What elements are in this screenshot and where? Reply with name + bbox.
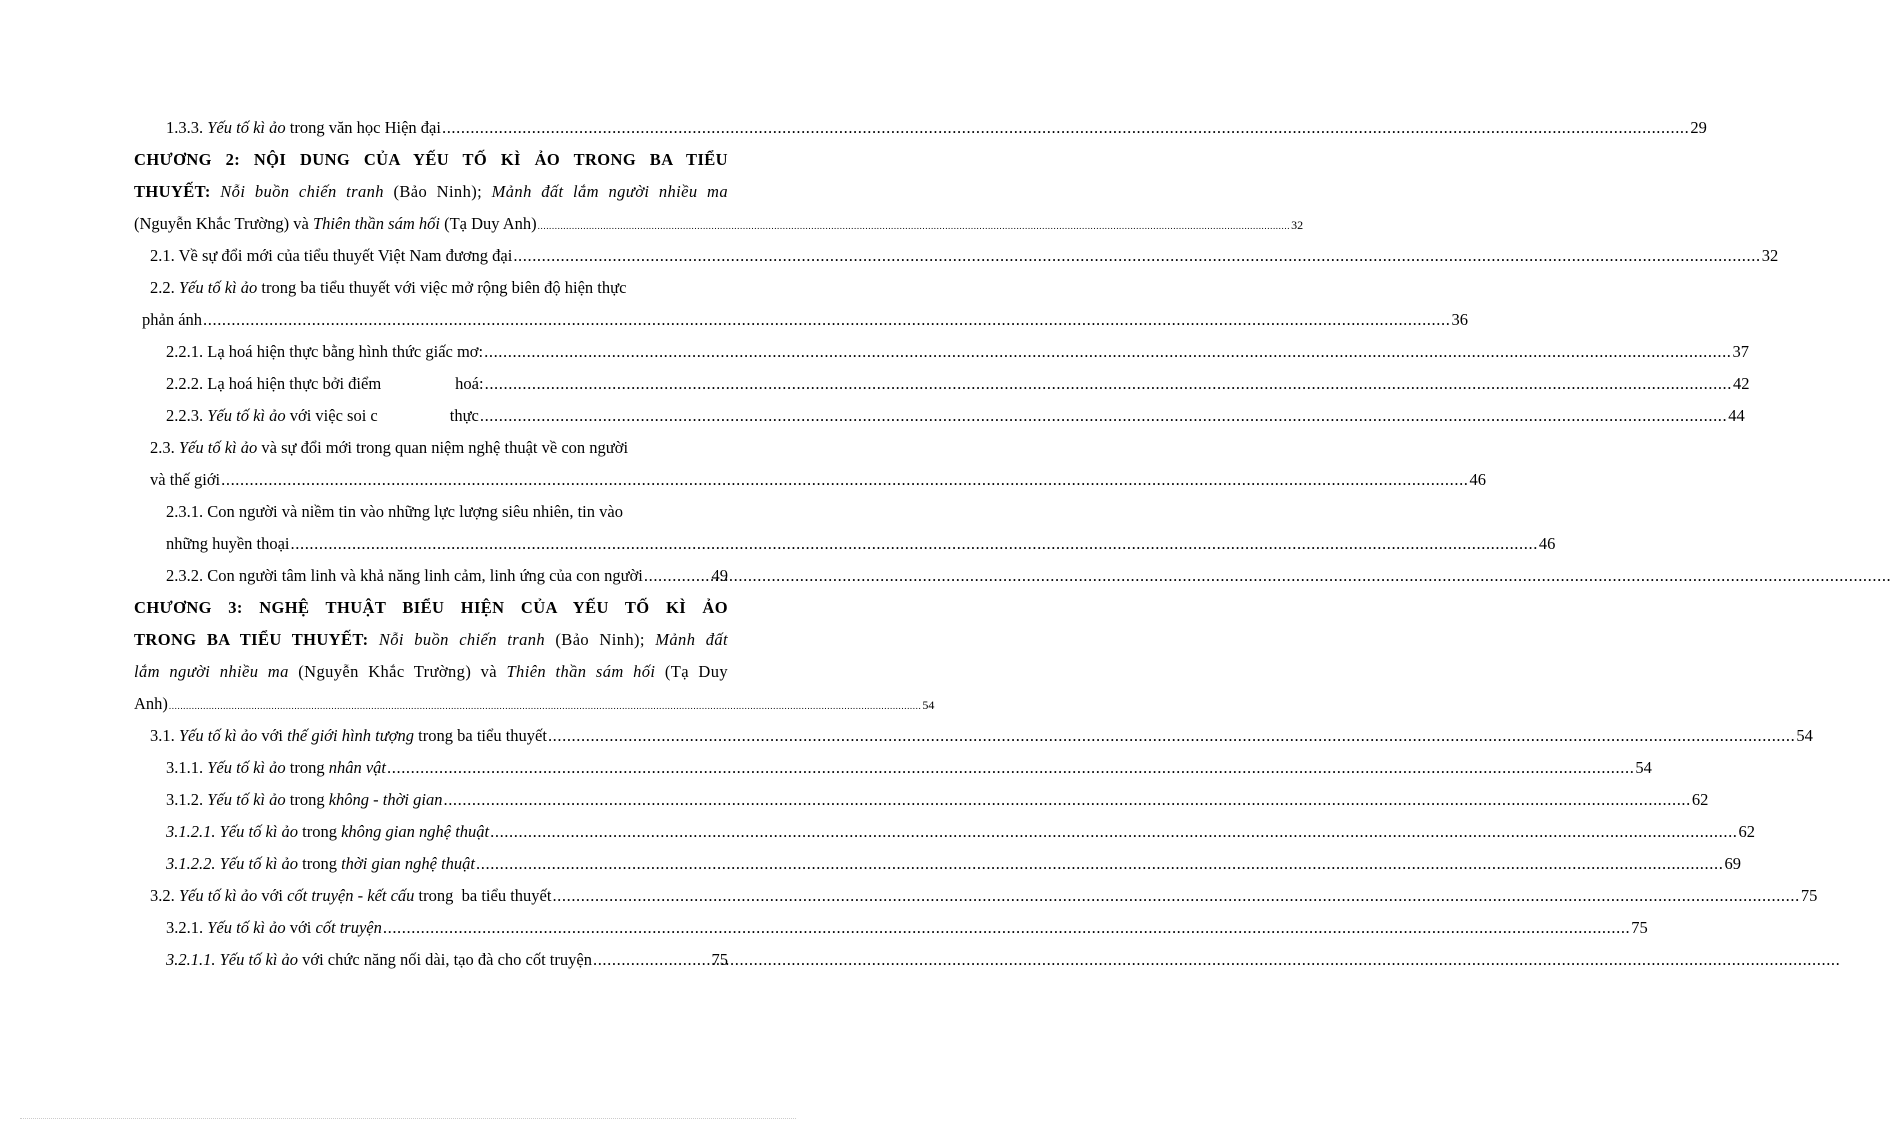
toc-entry-3-1-1[interactable]	[134, 752, 1652, 784]
toc-page-number: 32	[1761, 246, 1779, 265]
dot-leader	[383, 912, 1630, 944]
toc-page-number: 37	[1732, 342, 1750, 361]
toc-entry-title: 2.3. Yếu tố kì ảo và sự đổi mới trong quan niệm nghệ thuật về con người	[150, 438, 629, 457]
dot-leader	[538, 210, 1290, 242]
toc-entry-2-2-2[interactable]	[134, 368, 1750, 400]
toc-page-number: 54	[1796, 726, 1813, 745]
toc-entry-continuation: phản ánh ..... 36	[134, 304, 728, 336]
dot-leader	[490, 816, 1737, 848]
toc-page-number: 69	[1724, 854, 1741, 873]
toc-page-number: 36	[1451, 310, 1468, 329]
toc-entry-title: 3.2. Yếu tố kì ảo với cốt truyện - kết cấu trong ba tiểu thuyết	[150, 886, 552, 905]
toc-entry-3-2[interactable]	[134, 880, 1818, 912]
toc-page-number: 75	[1800, 886, 1818, 905]
toc-entry-2-1[interactable]	[134, 240, 1779, 272]
dot-leader	[513, 240, 1760, 272]
dot-leader	[484, 336, 1731, 368]
toc-entry-title: 3.1.2.1. Yếu tố kì ảo trong không gian nghệ thuật	[166, 822, 490, 841]
dot-leader	[169, 690, 921, 722]
chapter-3-line-3: lắm người nhiều ma (Nguyễn Khắc Trường) và Thiên thần sám hối (Tạ Duy	[134, 662, 728, 681]
toc-page-number: 54	[1635, 758, 1652, 777]
toc-entry-title: 3.1. Yếu tố kì ảo với thế giới hình tượng trong ba tiểu thuyết	[150, 726, 547, 745]
dot-leader	[203, 304, 1450, 336]
toc-page-number: 75	[1631, 918, 1648, 937]
toc-page-number: 46	[1538, 534, 1556, 553]
toc-entry-title: 3.2.1.1. Yếu tố kì ảo với chức năng nối dài, tạo đà cho cốt truyện	[166, 950, 592, 969]
dot-leader	[593, 944, 711, 976]
chapter-3-line-4: Anh) ..... 54	[134, 688, 728, 720]
toc-page-number: 32	[1291, 218, 1304, 232]
chapter-3-line-1: CHƯƠNG 3: NGHỆ THUẬT BIỂU HIỆN CỦA YẾU TỐ KÌ ẢO	[134, 598, 728, 617]
toc-entry-title: 3.2.1. Yếu tố kì ảo với cốt truyện	[166, 918, 382, 937]
page-bottom-edge	[20, 1118, 796, 1119]
toc-entry-title: 2.2.3. Yếu tố kì ảo với việc soi c thực	[166, 406, 479, 425]
dot-leader	[480, 400, 1727, 432]
dot-leader	[442, 112, 1689, 144]
dot-leader	[291, 528, 1538, 560]
toc-entry-continuation: những huyền thoại ..... 46	[134, 528, 728, 560]
toc-page-number: 42	[1733, 374, 1750, 393]
dot-leader	[221, 464, 1468, 496]
dot-leader	[476, 848, 1723, 880]
chapter-2-line-1: CHƯƠNG 2: NỘI DUNG CỦA YẾU TỐ KÌ ẢO TRONG BA TIỂU	[134, 150, 728, 169]
toc-entry-3-2-1[interactable]	[134, 912, 1648, 944]
chapter-2-line-3: (Nguyễn Khắc Trường) và Thiên thần sám hối (Tạ Duy Anh) ..... 32	[134, 208, 728, 240]
toc-page-number: 75	[711, 950, 728, 969]
toc-entry-3-1-2-2[interactable]	[134, 848, 1741, 880]
toc-entry-2-2-1[interactable]	[134, 336, 1750, 368]
dot-leader	[485, 368, 1732, 400]
toc-chapter-2[interactable]	[134, 144, 1304, 240]
chapter-3-line-2: TRONG BA TIỂU THUYẾT: Nỗi buồn chiến tranh (Bảo Ninh); Mảnh đất	[134, 630, 728, 649]
toc-page-number: 62	[1738, 822, 1756, 841]
dot-leader	[548, 720, 1795, 752]
toc-entry-3-2-1-1[interactable]	[134, 944, 728, 976]
toc-entry-2-2[interactable]	[134, 272, 1468, 336]
toc-page-number: 49	[711, 566, 728, 585]
toc-page-number: 29	[1690, 118, 1707, 137]
toc-entry-title: 2.2. Yếu tố kì ảo trong ba tiểu thuyết với việc mở rộng biên độ hiện thực	[150, 278, 627, 297]
toc-entry-title: 3.1.1. Yếu tố kì ảo trong nhân vật	[166, 758, 387, 777]
toc-page-number: 62	[1691, 790, 1709, 809]
toc-entry-title: 2.2.2. Lạ hoá hiện thực bởi điểm hoá:	[166, 374, 484, 393]
toc-entry-2-3-1[interactable]	[134, 496, 1556, 560]
toc-entry-2-3[interactable]	[134, 432, 1487, 496]
table-of-contents	[134, 112, 1818, 976]
dot-leader	[552, 880, 1799, 912]
toc-entry-title: 1.3.3. Yếu tố kì ảo trong văn học Hiện đại	[166, 118, 441, 137]
dot-leader	[644, 560, 711, 592]
toc-entry-title: 2.2.1. Lạ hoá hiện thực bằng hình thức giấc mơ:	[166, 342, 484, 361]
dot-leader	[387, 752, 1634, 784]
toc-page-number: 54	[922, 698, 935, 712]
toc-entry-3-1[interactable]	[134, 720, 1813, 752]
toc-entry-title: 2.3.1. Con người và niềm tin vào những lực lượng siêu nhiên, tin vào	[166, 502, 623, 521]
toc-entry-2-2-3[interactable]	[134, 400, 1745, 432]
toc-entry-1-3-3[interactable]	[134, 112, 1707, 144]
toc-chapter-3[interactable]	[134, 592, 935, 720]
dot-leader	[443, 784, 1690, 816]
toc-entry-title: 2.3.2. Con người tâm linh và khả năng linh cảm, linh ứng của con người	[166, 566, 643, 585]
toc-entry-title: 2.1. Về sự đổi mới của tiểu thuyết Việt Nam đương đại	[150, 246, 513, 265]
toc-entry-2-3-2[interactable]	[134, 560, 728, 592]
toc-entry-continuation: và thế giới ..... 46	[134, 464, 728, 496]
chapter-2-line-2: THUYẾT: Nỗi buồn chiến tranh (Bảo Ninh); Mảnh đất lắm người nhiều ma	[134, 182, 729, 201]
toc-entry-title: 3.1.2.2. Yếu tố kì ảo trong thời gian nghệ thuật	[166, 854, 476, 873]
toc-entry-3-1-2[interactable]	[134, 784, 1709, 816]
toc-entry-title: 3.1.2. Yếu tố kì ảo trong không - thời gian	[166, 790, 443, 809]
toc-page-number: 44	[1728, 406, 1745, 425]
toc-page-number: 46	[1469, 470, 1487, 489]
toc-entry-3-1-2-1[interactable]	[134, 816, 1756, 848]
